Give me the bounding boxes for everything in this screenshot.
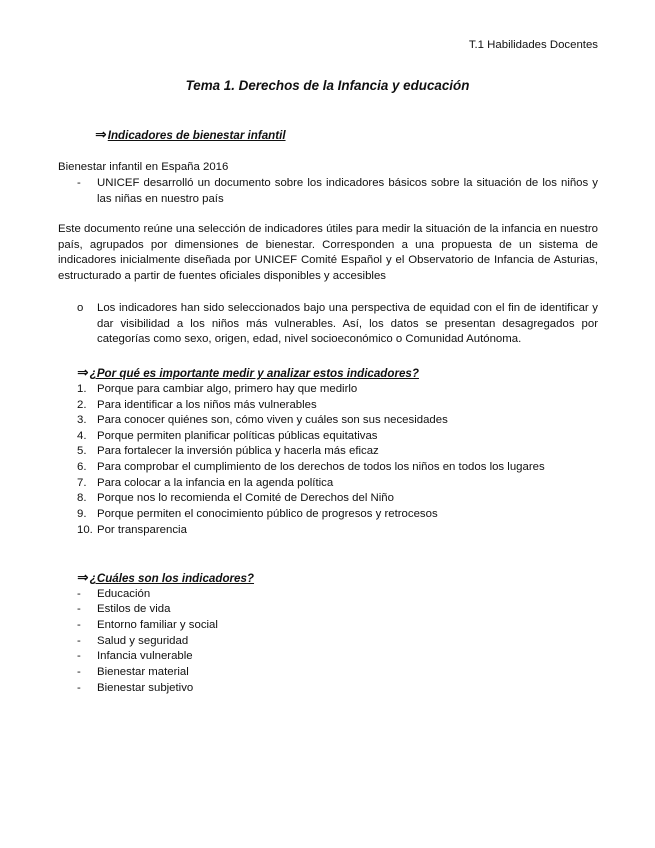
double-arrow-icon: ⇒ — [77, 569, 89, 585]
list-item-text: Para conocer quiénes son, cómo viven y cuáles son sus necesidades — [97, 414, 448, 426]
list-number: 1. — [77, 383, 87, 395]
list-number: 3. — [77, 414, 87, 426]
dash-marker: - — [77, 635, 81, 647]
list-item-text: Bienestar subjetivo — [97, 682, 194, 694]
section-heading-text: ¿Por qué es importante medir y analizar estos indicadores? — [89, 367, 419, 380]
list-number: 6. — [77, 461, 87, 473]
dash-marker: - — [77, 666, 81, 678]
list-item-text: Para colocar a la infancia en la agenda política — [97, 477, 334, 489]
list-item-text: Porque permiten planificar políticas públicas equitativas — [97, 430, 378, 442]
subtitle-bienestar: Bienestar infantil en España 2016 — [58, 161, 229, 173]
list-item-text: Entorno familiar y social — [97, 619, 218, 631]
section-heading-por-que — [77, 365, 419, 382]
dash-marker: - — [77, 603, 81, 615]
double-arrow-icon: ⇒ — [77, 364, 89, 380]
dash-marker: - — [77, 177, 81, 189]
double-arrow-icon: ⇒ — [95, 126, 107, 142]
list-item-text: Porque para cambiar algo, primero hay que medirlo — [97, 383, 358, 395]
list-number: 8. — [77, 492, 87, 504]
list-item-text: Bienestar material — [97, 666, 189, 678]
section-heading-indicadores — [95, 127, 286, 144]
list-item-text: Por transparencia — [97, 524, 187, 536]
list-item-text: Educación — [97, 588, 151, 600]
list-number: 10. — [77, 524, 93, 536]
document-title: Tema 1. Derechos de la Infancia y educación — [185, 78, 470, 93]
circle-item-text: Los indicadores han sido seleccionados bajo una perspectiva de equidad con el fin de identificar y dar visibilidad a los niños más vulnerables. Así, los datos se presentan desagregados por categorías como sexo, origen, edad, nivel socioeconómico o Comunidad Autónoma. — [97, 302, 598, 346]
list-item-text: Para comprobar el cumplimiento de los derechos de todos los niños en todos los lugares — [97, 461, 545, 473]
list-number: 2. — [77, 399, 87, 411]
list-item-text: Para fortalecer la inversión pública y hacerla más eficaz — [97, 445, 379, 457]
section-heading-text: Indicadores de bienestar infantil — [107, 129, 286, 142]
dash-marker: - — [77, 619, 81, 631]
intro-paragraph: Este documento reúne una selección de indicadores útiles para medir la situación de la infancia en nuestro país, agrupados por dimensiones de bienestar. Corresponden a una propuesta de un sistema de indicadores inicialmente diseñada por UNICEF Comité Español y el Observatorio de Infancia de Asturias, estructurado a partir de fuentes oficiales disponibles y accesibles — [58, 223, 598, 282]
list-number: 7. — [77, 477, 87, 489]
list-number: 9. — [77, 508, 87, 520]
dash-marker: - — [77, 682, 81, 694]
list-item-text: Porque nos lo recomienda el Comité de Derechos del Niño — [97, 492, 394, 504]
list-item-text: Para identificar a los niños más vulnerables — [97, 399, 317, 411]
list-number: 5. — [77, 445, 87, 457]
circle-marker: o — [77, 302, 84, 314]
list-item-text: Porque permiten el conocimiento público de progresos y retrocesos — [97, 508, 438, 520]
list-item-text: Salud y seguridad — [97, 635, 189, 647]
section-heading-text: ¿Cuáles son los indicadores? — [89, 572, 255, 585]
list-item-text: Infancia vulnerable — [97, 650, 193, 662]
dash-marker: - — [77, 650, 81, 662]
list-number: 4. — [77, 430, 87, 442]
bullet-text: UNICEF desarrolló un documento sobre los indicadores básicos sobre la situación de los niños y las niñas en nuestro país — [97, 177, 598, 205]
section-heading-cuales — [77, 570, 254, 587]
dash-marker: - — [77, 588, 81, 600]
list-item-text: Estilos de vida — [97, 603, 171, 615]
running-header: T.1 Habilidades Docentes — [468, 39, 598, 51]
